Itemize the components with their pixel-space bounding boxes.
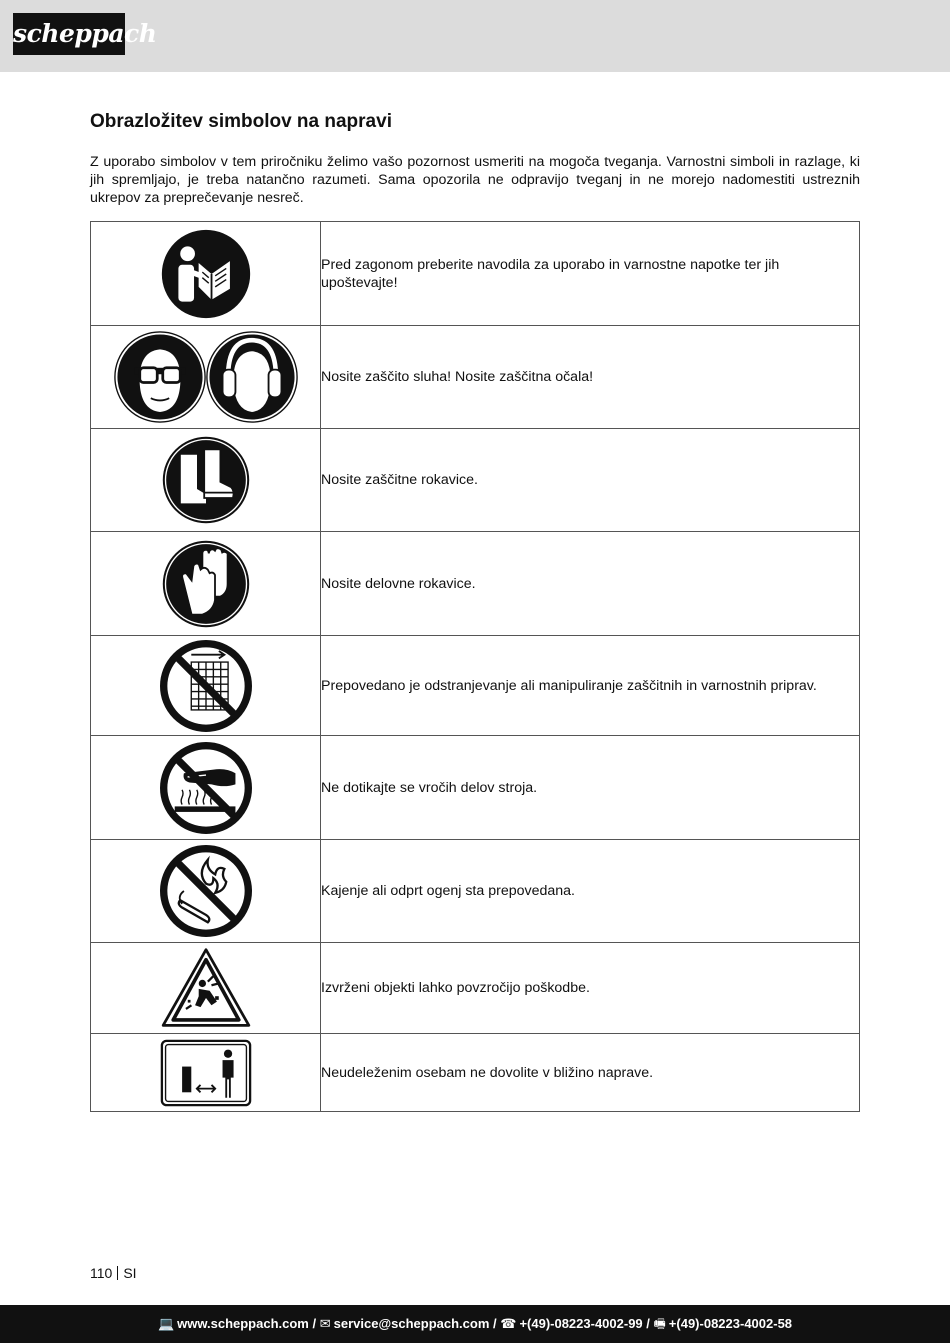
safety-goggles-icon: [114, 332, 204, 422]
footer-separator: /: [489, 1316, 501, 1331]
footer-bar: [0, 1305, 950, 1343]
fax-icon: 🖷: [653, 1316, 666, 1331]
symbol-cell: [91, 532, 321, 636]
footer-separator: /: [308, 1316, 320, 1331]
symbol-cell: [91, 222, 321, 326]
footer-website[interactable]: www.scheppach.com: [177, 1316, 309, 1331]
symbols-table: [90, 221, 860, 1112]
no-touch-hot-surface-icon: [160, 742, 252, 834]
phone-icon: ☎: [500, 1316, 517, 1331]
symbol-cell: [91, 943, 321, 1034]
table-row: [91, 532, 860, 636]
email-icon: ✉: [319, 1316, 331, 1331]
symbol-description: Neudeleženim osebam ne dovolite v bližino naprave.: [321, 1034, 860, 1112]
table-row: [91, 840, 860, 943]
symbol-description: Kajenje ali odprt ogenj sta prepovedana.: [321, 840, 860, 943]
eye-and-ear-protection-icon: [114, 331, 298, 423]
table-row: [91, 1034, 860, 1112]
intro-paragraph: Z uporabo simbolov v tem priročniku želimo vašo pozornost usmeriti na mogoča tveganja. Varnostni simboli in razlage, ki jih spremljajo, je treba natančno razumeti. Sama opozorila ne odpravijo tveganj in ne morejo nadomestiti ustreznih ukrepov za preprečevanje nesreč.: [90, 154, 860, 206]
scheppach-logo: scheppach: [13, 13, 125, 55]
symbol-cell: [91, 429, 321, 532]
symbol-description: Nosite zaščitne rokavice.: [321, 429, 860, 532]
page-number-separator: [117, 1266, 118, 1280]
page-title: Obrazložitev simbolov na napravi: [90, 111, 392, 132]
read-manual-icon: [160, 228, 252, 320]
symbol-cell: [91, 840, 321, 943]
page-number: 110: [90, 1265, 113, 1281]
symbol-cell: [91, 1034, 321, 1112]
page-number-area: [90, 1265, 137, 1281]
language-code: SI: [123, 1265, 137, 1281]
footer-phone: +(49)-08223-4002-99: [519, 1316, 643, 1331]
work-gloves-icon: [161, 539, 251, 629]
safety-boots-icon: [161, 435, 251, 525]
no-guard-removal-icon: [160, 640, 252, 732]
footer-email[interactable]: service@scheppach.com: [333, 1316, 490, 1331]
symbol-description: Ne dotikajte se vročih delov stroja.: [321, 736, 860, 840]
keep-bystanders-away-icon: [160, 1039, 252, 1107]
computer-icon: 💻: [157, 1316, 175, 1331]
no-smoking-open-flame-icon: [160, 845, 252, 937]
symbol-cell: [91, 326, 321, 429]
table-row: [91, 326, 860, 429]
symbol-description: Izvrženi objekti lahko povzročijo poškodbe.: [321, 943, 860, 1034]
table-row: [91, 636, 860, 736]
symbol-description: Nosite delovne rokavice.: [321, 532, 860, 636]
symbol-cell: [91, 736, 321, 840]
symbol-description: Pred zagonom preberite navodila za uporabo in varnostne napotke ter jih upoštevajte!: [321, 222, 860, 326]
table-row: [91, 943, 860, 1034]
footer-fax: +(49)-08223-4002-58: [668, 1316, 793, 1331]
footer-separator: /: [642, 1316, 654, 1331]
symbol-description: Nosite zaščito sluha! Nosite zaščitna očala!: [321, 326, 860, 429]
ear-protection-icon: [206, 332, 296, 422]
header-bar: [0, 0, 950, 72]
symbol-description: Prepovedano je odstranjevanje ali manipuliranje zaščitnih in varnostnih priprav.: [321, 636, 860, 736]
symbol-cell: [91, 636, 321, 736]
table-row: [91, 736, 860, 840]
flying-objects-warning-icon: [160, 947, 252, 1029]
table-row: [91, 222, 860, 326]
table-row: [91, 429, 860, 532]
